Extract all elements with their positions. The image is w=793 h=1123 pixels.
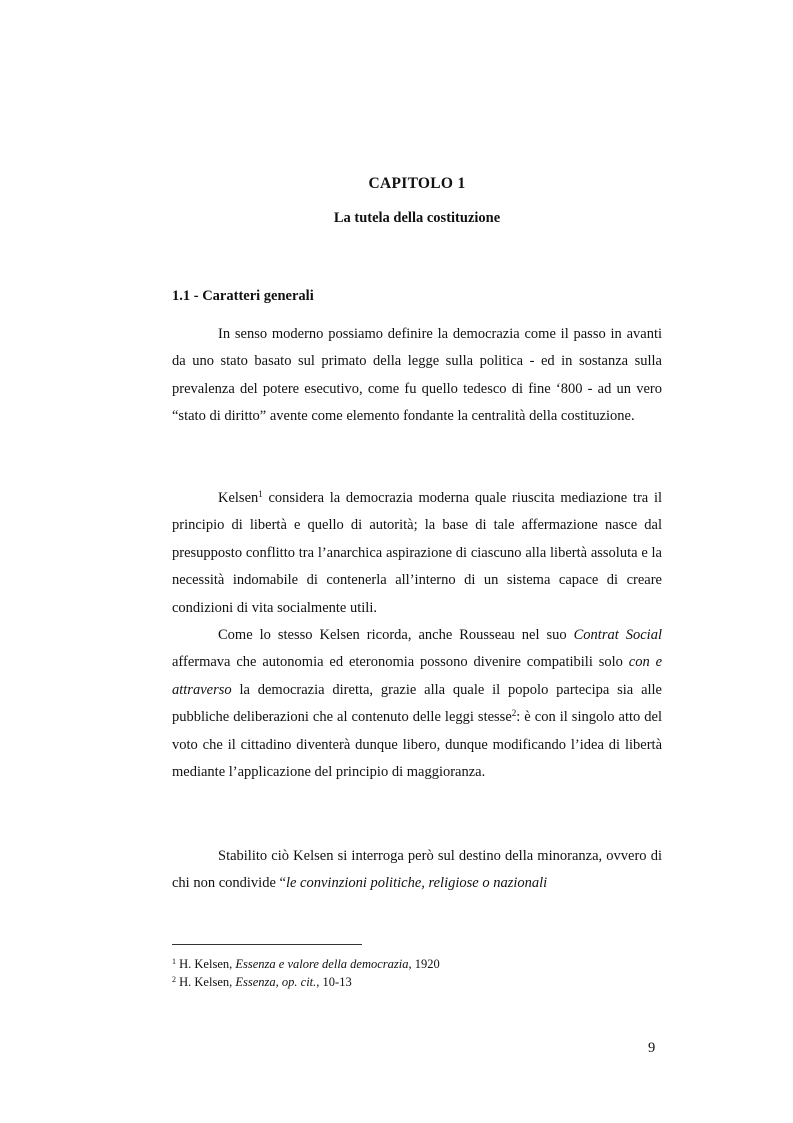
paragraph-3-italic-title: Contrat Social <box>573 627 662 644</box>
paragraph-3-italic-phrase: con e attraverso <box>172 654 662 698</box>
footnote-1-number: 1 <box>172 957 176 966</box>
paragraph-1 <box>172 321 662 431</box>
footnote-2 <box>172 973 440 991</box>
paragraph-3-text-d: : è con il singolo atto del voto che il cittadino diventerà dunque libero, dunque modificando l’idea di libertà mediante l’applicazione del principio di maggioranza. <box>172 709 662 781</box>
paragraph-2-text-b: considera la democrazia moderna quale riuscita mediazione tra il principio di libertà e quello di autorità; la base di tale affermazione nasce dal presupposto conflitto tra l’anarchica aspirazione di ciascuno alla libertà assoluta e la necessità indomabile di contenerla all’interno di un sistema capace di creare condizioni di vita socialmente utili. <box>172 490 662 616</box>
paragraph-4-italic-quote: le convinzioni politiche, religiose o nazionali <box>285 875 548 892</box>
paragraph-2-text-a: Kelsen <box>218 490 259 506</box>
footnote-ref-1: 1 <box>258 489 263 499</box>
page-number: 9 <box>648 1040 656 1056</box>
footnote-2-number: 2 <box>172 975 176 984</box>
paragraph-1-text: In senso moderno possiamo definire la democrazia come il passo in avanti da uno stato basato sul primato della legge sulla politica - ed in sostanza sulla prevalenza del potere esecutivo, come fu quello tedesco di fine ‘800 - ad un vero “stato di diritto” avente come elemento fondante la centralità della costituzione. <box>172 326 662 425</box>
footnote-2-title: Essenza, op. cit. <box>235 975 317 989</box>
footnote-2-author: H. Kelsen, <box>179 975 236 989</box>
paragraph-4-text-a: Stabilito ciò Kelsen si interroga però sul destino della minoranza, ovvero di chi non condivide “ <box>172 848 662 892</box>
footnote-1 <box>172 955 440 973</box>
chapter-title: CAPITOLO 1 <box>368 175 466 192</box>
footnote-ref-2: 2 <box>511 708 517 719</box>
footnote-1-author: H. Kelsen, <box>179 957 236 971</box>
footnote-2-rest: , 10-13 <box>316 975 352 989</box>
paragraph-3 <box>172 622 662 786</box>
footnote-1-title: Essenza e valore della democrazia, <box>235 957 412 971</box>
footnote-1-rest: 1920 <box>411 957 440 971</box>
paragraph-3-text-b: affermava che autonomia ed eteronomia possono divenire compatibili solo <box>172 654 629 671</box>
section-heading: 1.1 - Caratteri generali <box>172 288 314 304</box>
paragraph-group-2 <box>172 485 662 786</box>
paragraph-3-text-c: la democrazia diretta, grazie alla quale il popolo partecipa sia alle pubbliche deliberazioni che al contenuto delle leggi stesse <box>172 681 662 726</box>
paragraph-4 <box>172 843 662 898</box>
paragraph-3-text-a: Come lo stesso Kelsen ricorda, anche Rousseau nel suo <box>218 627 574 644</box>
footnotes <box>172 955 440 991</box>
paragraph-group-4 <box>172 843 662 898</box>
paragraph-2 <box>172 485 662 622</box>
footnote-separator <box>172 944 362 945</box>
chapter-subtitle: La tutela della costituzione <box>333 210 501 226</box>
